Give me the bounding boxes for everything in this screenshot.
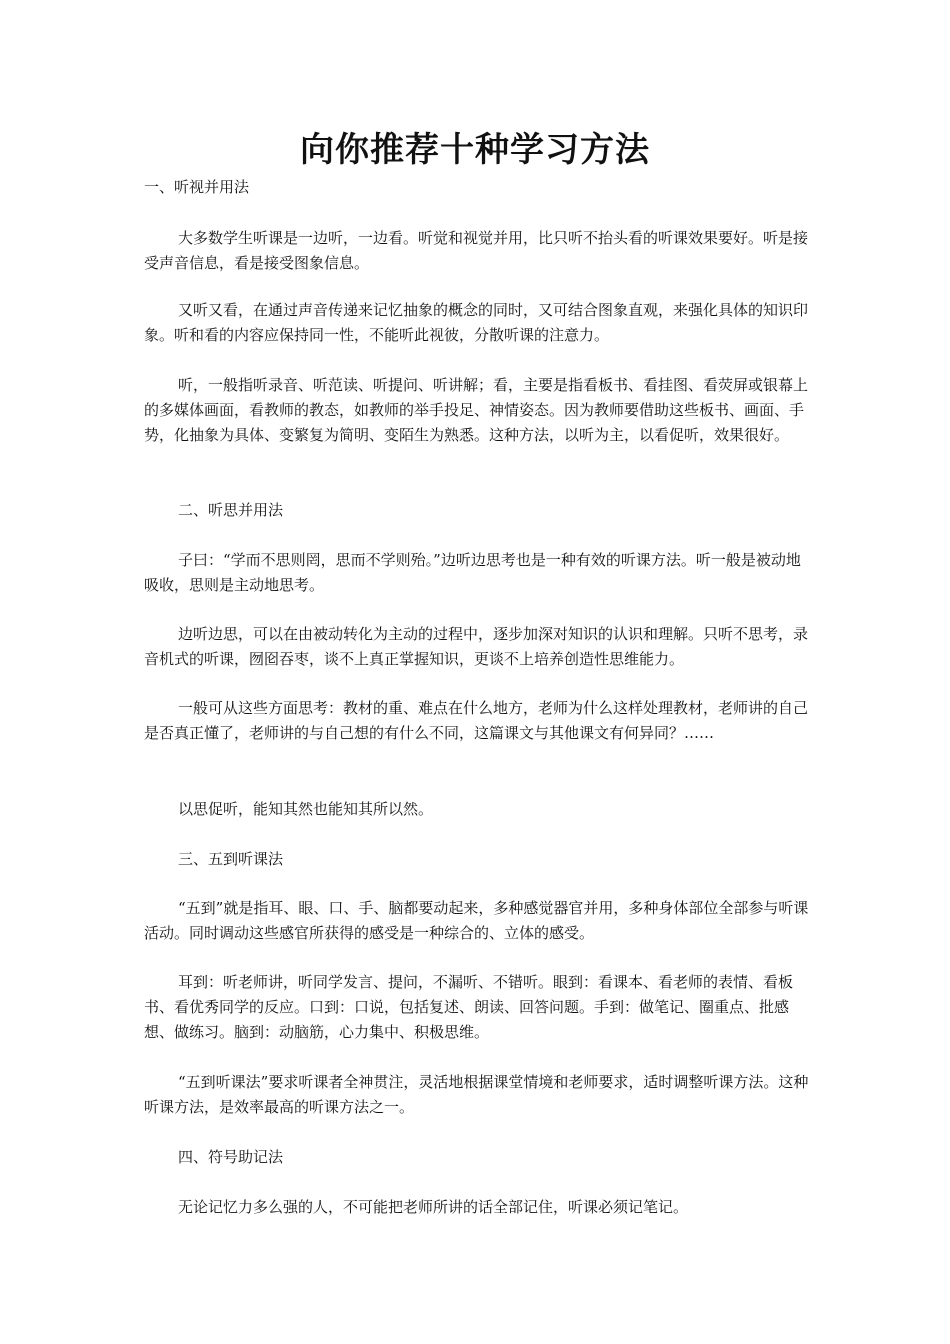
paragraph-1: 大多数学生听课是一边听，一边看。听觉和视觉并用，比只听不抬头看的听课效果要好。听是接受声音信息，看是接受图象信息。 — [144, 229, 809, 272]
paragraph-11: 无论记忆力多么强的人，不可能把老师所讲的话全部记住，听课必须记笔记。 — [178, 1198, 689, 1216]
section-heading-3: 三、五到听课法 — [178, 850, 284, 868]
document-title: 向你推荐十种学习方法 — [300, 130, 650, 170]
section-heading-2: 二、听思并用法 — [178, 501, 284, 519]
section-heading-1: 一、听视并用法 — [144, 178, 250, 196]
paragraph-7: 以思促听，能知其然也能知其所以然。 — [178, 800, 434, 818]
paragraph-5: 边听边思，可以在由被动转化为主动的过程中，逐步加深对知识的认识和理解。只听不思考，录音机式的听课，囫囵吞枣，谈不上真正掌握知识，更谈不上培养创造性思维能力。 — [144, 625, 809, 668]
section-heading-4: 四、符号助记法 — [178, 1148, 284, 1166]
paragraph-6: 一般可从这些方面思考：教材的重、难点在什么地方，老师为什么这样处理教材，老师讲的自己是否真正懂了，老师讲的与自己想的有什么不同，这篇课文与其他课文有何异同？…… — [144, 699, 809, 742]
paragraph-10: “五到听课法”要求听课者全神贯注，灵活地根据课堂情境和老师要求，适时调整听课方法。这种听课方法，是效率最高的听课方法之一。 — [144, 1073, 809, 1116]
paragraph-2: 又听又看，在通过声音传递来记忆抽象的概念的同时，又可结合图象直观，来强化具体的知识印象。听和看的内容应保持同一性，不能听此视彼，分散听课的注意力。 — [144, 301, 809, 344]
paragraph-8: “五到”就是指耳、眼、口、手、脑都要动起来，多种感觉器官并用，多种身体部位全部参与听课活动。同时调动这些感官所获得的感受是一种综合的、立体的感受。 — [144, 899, 809, 942]
paragraph-4: 子曰：“学而不思则罔，思而不学则殆。”边听边思考也是一种有效的听课方法。听一般是被动地吸收，思则是主动地思考。 — [144, 551, 801, 594]
paragraph-9: 耳到：听老师讲，听同学发言、提问，不漏听、不错听。眼到：看课本、看老师的表情、看板书、看优秀同学的反应。口到：口说，包括复述、朗读、回答问题。手到：做笔记、圈重点、批感想、做练习。脑到：动脑筋，心力集中、积极思维。 — [144, 973, 794, 1041]
paragraph-3: 听，一般指听录音、听范读、听提问、听讲解；看，主要是指看板书、看挂图、看荧屏或银幕上的多媒体画面，看教师的教态，如教师的举手投足、神情姿态。因为教师要借助这些板书、画面、手势，化抽象为具体、变繁复为简明、变陌生为熟悉。这种方法，以听为主，以看促听，效果很好。 — [144, 376, 809, 444]
